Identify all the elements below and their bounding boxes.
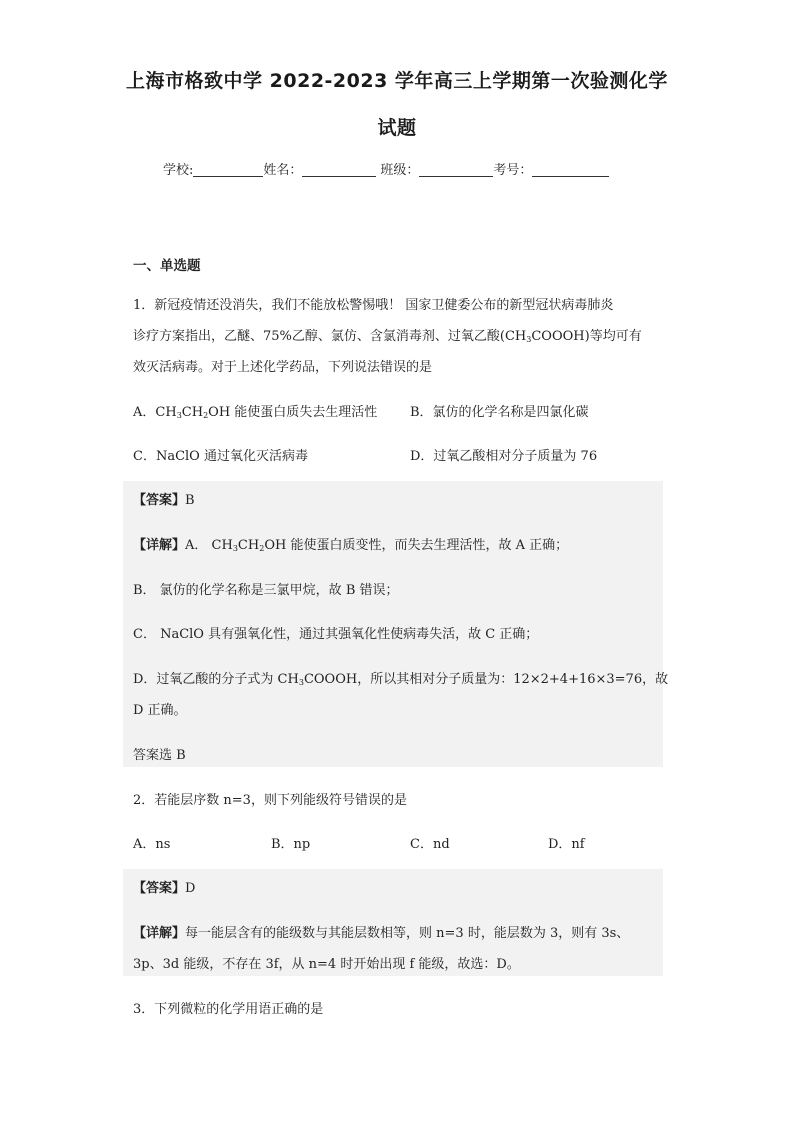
school-blank [193,162,263,177]
q2-option-b: B．np [271,837,311,852]
school-label: 学校: [163,163,194,178]
q1-answer-choice: 答案选 B [133,748,186,763]
document-title-line-2: 试题 [377,117,417,139]
q1-detail-line-4: D．过氧乙酸的分子式为 $CH_3COOOH$，所以其相对分子质量为：12×2+4+16×3=76，故 [133,672,669,687]
q1-option-d: D．过氧乙酸相对分子质量为 76 [410,449,598,464]
q2-option-d: D．nf [548,837,585,852]
document-title-line-1: 上海市格致中学 2022-2023 学年高三上学期第一次验测化学 [126,70,668,92]
q2-stem: 2．若能层序数 n=3，则下列能级符号错误的是 [133,793,407,808]
q3-stem: 3．下列微粒的化学用语正确的是 [133,1002,324,1017]
name-blank [302,162,376,177]
class-label: 班级： [380,163,420,178]
q2-detail-line-1: 【详解】每一能层含有的能级数与其能层数相等，则 n=3 时，能层数为 3，则有 3s、 [133,926,630,941]
q1-stem-line-3: 效灭活病毒。对于上述化学药品，下列说法错误的是 [133,360,433,375]
q1-detail-line-5: D 正确。 [133,703,187,718]
q1-stem-line-2: 诊疗方案指出，乙醚、75%乙醇、氯仿、含氯消毒剂、过氧乙酸$(CH_3COOOH)$等均可有 [133,329,642,344]
number-blank [532,162,609,177]
q1-option-c: C．NaClO 通过氧化灭活病毒 [133,449,308,464]
q1-detail-line-1: 【详解】A． $CH_3CH_2OH$ 能使蛋白质变性，而失去生理活性，故 A 正确； [133,538,569,553]
class-blank [419,162,493,177]
q1-detail-line-2: B． 氯仿的化学名称是三氯甲烷，故 B 错误； [133,583,399,598]
q1-option-b: B．氯仿的化学名称是四氯化碳 [410,405,589,420]
section-heading: 一、单选题 [133,258,201,274]
number-label: 考号： [493,163,533,178]
q1-detail-line-3: C． NaClO 具有强氧化性，通过其强氧化性使病毒失活，故 C 正确； [133,627,539,642]
q2-answer: 【答案】D [133,881,196,896]
q2-option-a: A．ns [133,837,171,852]
q1-answer: 【答案】B [133,493,195,508]
q2-option-c: C．nd [410,837,450,852]
q1-option-a: A．$CH_3CH_2OH$ 能使蛋白质失去生理活性 [133,405,378,420]
q1-stem-line-1: 1．新冠疫情还没消失，我们不能放松警惕哦！ 国家卫健委公布的新型冠状病毒肺炎 [133,298,614,313]
student-info-line [163,159,609,178]
q2-detail-line-2: 3p、3d 能级，不存在 3f，从 n=4 时开始出现 f 能级，故选：D。 [133,957,520,972]
name-label: 姓名： [263,163,303,178]
